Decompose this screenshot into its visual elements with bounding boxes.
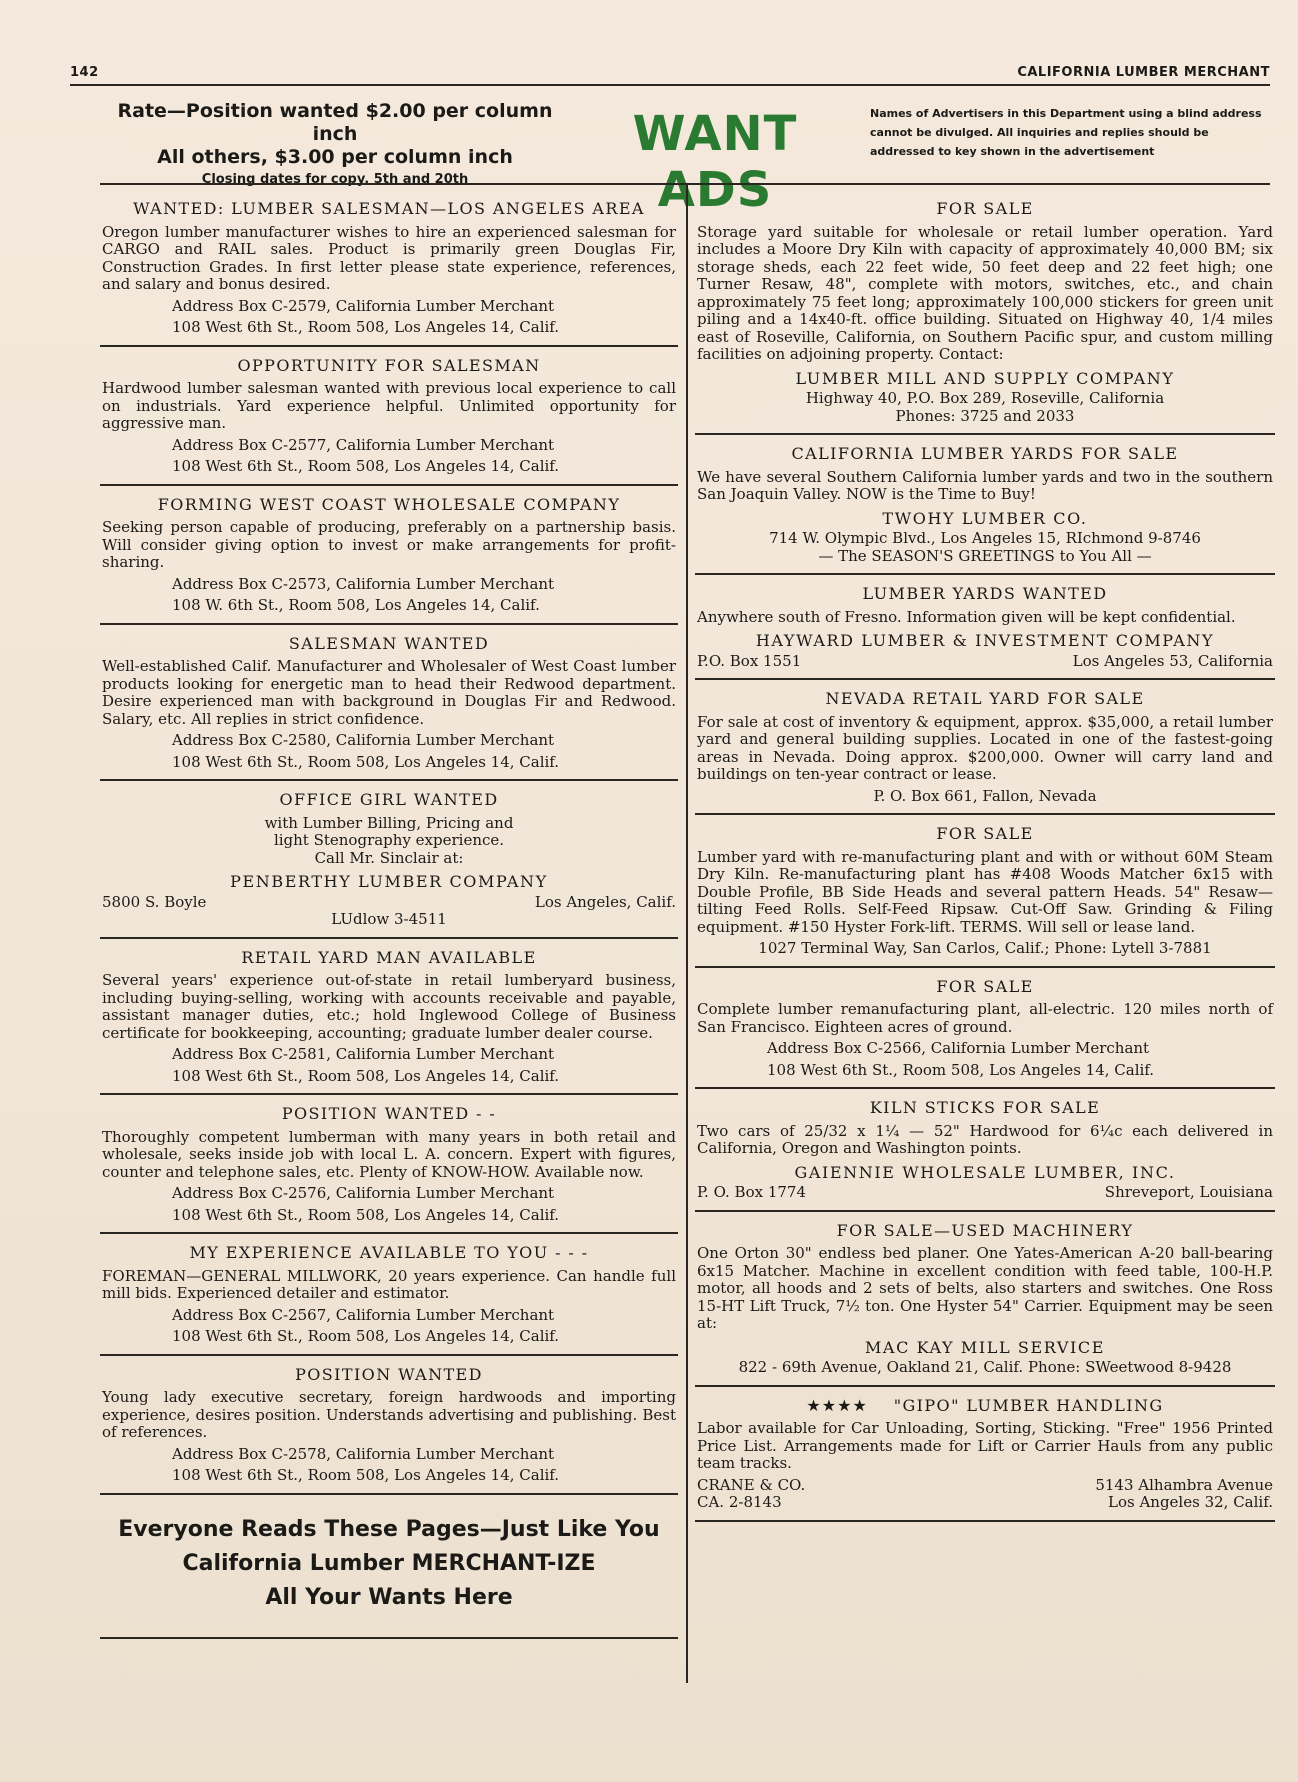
ad-for-sale-all-electric [695, 968, 1275, 1090]
address-row [102, 894, 676, 912]
ad-kiln-sticks [695, 1089, 1275, 1212]
promo-line-1: Everyone Reads These Pages—Just Like You [118, 1516, 660, 1542]
ad-title: MY EXPERIENCE AVAILABLE TO YOU - - - [189, 1243, 589, 1262]
ad-title: FORMING WEST COAST WHOLESALE COMPANY [157, 494, 621, 514]
ad-address-line: Address Box C-2579, California Lumber Merchant [172, 296, 555, 315]
ad-title: POSITION WANTED [295, 1364, 483, 1384]
ad-opportunity-salesman [100, 347, 678, 486]
ad-title: CALIFORNIA LUMBER YARDS FOR SALE [791, 444, 1179, 463]
address: Highway 40, P.O. Box 289, Roseville, California [805, 389, 1165, 407]
star-icons: ★★★★ [806, 1395, 868, 1415]
ad-address-line: 108 West 6th St., Room 508, Los Angeles 14, Calif. [172, 752, 560, 771]
ad-body: Labor available for Car Unloading, Sorting, Sticking. "Free" 1956 Printed Price List. Arrangements made for Lift or Carrier Hauls from any public team tracks. [697, 1419, 1273, 1472]
ad-body: Complete lumber remanufacturing plant, all-electric. 120 miles north of San Francisco. Eighteen acres of ground. [697, 1000, 1273, 1036]
address: 714 W. Olympic Blvd., Los Angeles 15, RIchmond 9-8746 [769, 529, 1201, 547]
ad-for-sale-storage-yard [695, 190, 1275, 435]
ad-title: LUMBER YARDS WANTED [862, 584, 1108, 603]
ad-body: Two cars of 25/32 x 1¼ — 52" Hardwood for 6¼c each delivered in California, Oregon and Washington points. [697, 1121, 1273, 1157]
ad-address-line: Address Box C-2566, California Lumber Merchant [767, 1039, 1150, 1057]
address: 822 - 69th Avenue, Oakland 21, Calif. Phone: SWeetwood 8-9428 [738, 1358, 1232, 1376]
greeting: — The SEASON'S GREETINGS to You All — [818, 546, 1152, 565]
ad-address-line: Address Box C-2567, California Lumber Merchant [172, 1305, 555, 1324]
rate-line-2: All others, $3.00 per column inch [157, 146, 513, 168]
ad-address-line: 108 West 6th St., Room 508, Los Angeles 14, Calif. [172, 1066, 560, 1085]
publication-name: CALIFORNIA LUMBER MERCHANT [1017, 65, 1270, 80]
ad-address-line: Address Box C-2573, California Lumber Merchant [172, 574, 555, 593]
ad-address-line: 108 West 6th St., Room 508, Los Angeles 14, Calif. [172, 1327, 560, 1345]
ad-address-line: Address Box C-2578, California Lumber Merchant [172, 1444, 555, 1463]
ad-body: Storage yard suitable for wholesale or retail lumber operation. Yard includes a Moore Dry Kiln with capacity of approximately 40,000 BM; six storage sheds, each 22 feet wide, 50 feet deep and 22 feet high; one Turner Resaw, 48", complete with motors, switches, etc., and chain approximately 75 feet long; approximately 100,000 stickers for green unit piling and a 14x40-ft. office building. Situated on Highway 40, 1/4 miles east of Roseville, California, on Southern Pacific spur, and custom milling facilities on adjoining property. Contact: [697, 222, 1273, 363]
ad-body: Anywhere south of Fresno. Information given will be kept confidential. [697, 607, 1236, 626]
ad-address-line: Address Box C-2581, California Lumber Merchant [172, 1045, 555, 1063]
ad-body: Several years' experience out-of-state in retail lumberyard business, including buying-selling, working with accounts receivable and payable, assistant manager duties, etc.; hold Inglewood College of Business certificate for bookkeeping, accounting; graduate lumber dealer course. [102, 971, 676, 1042]
ad-address-line: 108 West 6th St., Room 508, Los Angeles 14, Calif. [172, 1205, 560, 1224]
ad-address-line: 108 West 6th St., Room 508, Los Angeles 14, Calif. [172, 318, 560, 336]
advertiser-note: Names of Advertisers in this Department using a blind address cannot be divulged. All inquiries and replies should be addressed to key shown in the advertisement [870, 107, 1262, 158]
masthead-rule [100, 183, 1270, 185]
ad-nevada-yard [695, 680, 1275, 815]
ad-title: KILN STICKS FOR SALE [869, 1098, 1101, 1117]
ad-body: Lumber yard with re-manufacturing plant and with or without 60M Steam Dry Kiln. Re-manufacturing plant has #408 Woods Matcher 6x15 with Double Profile, BB Side Heads and several pattern Heads. 54" Resaw—tilting Feed Rolls. Self-Feed Ripsaw. Cut-Off Saw. Grinding & Filing equipment. #150 Hyster Fork-lift. TERMS. Will sell or lease land. [697, 847, 1273, 936]
ad-line: light Stenography experience. [273, 831, 505, 849]
ad-line: with Lumber Billing, Pricing and [264, 813, 514, 832]
page-header [70, 50, 1270, 86]
ad-title: POSITION WANTED - - [281, 1104, 497, 1123]
left-column [100, 190, 678, 1682]
ad-title: OPPORTUNITY FOR SALESMAN [237, 355, 541, 375]
po-box: P.O. Box 1551 [697, 651, 802, 670]
ad-position-wanted-secretary [100, 1356, 678, 1495]
ad-body: Thoroughly competent lumberman with many years in both retail and wholesale, seeks inside job with local L. A. concern. Expert with figures, counter and telephone sales, etc. Plenty of KNOW-HOW. Available now. [102, 1127, 676, 1181]
closing-dates: Closing dates for copy, 5th and 20th [201, 172, 469, 187]
company-name: GAIENNIE WHOLESALE LUMBER, INC. [794, 1162, 1176, 1182]
phone: LUdlow 3-4511 [331, 910, 447, 928]
company-name: PENBERTHY LUMBER COMPANY [230, 872, 548, 891]
ad-body: One Orton 30" endless bed planer. One Yates-American A-20 ball-bearing 6x15 Matcher. Machine in excellent condition with feed table, 100-H.P. motor, all hoods and 2 sets of belts, also starters and switches. One Ross 15-HT Lift Truck, 7½ ton. One Hyster 54" Carrier. Equipment may be seen at: [697, 1244, 1273, 1332]
ad-title: FOR SALE [936, 199, 1034, 218]
ad-salesman-wanted [100, 625, 678, 782]
company-name: TWOHY LUMBER CO. [882, 508, 1088, 528]
phone: CA. 2-8143 [697, 1493, 782, 1511]
ad-body: Young lady executive secretary, foreign hardwoods and importing experience, desires position. Understands advertising and publishing. Best of references. [102, 1388, 676, 1441]
address-row [697, 1184, 1273, 1202]
ad-california-yards-for-sale [695, 435, 1275, 575]
ad-body: FOREMAN—GENERAL MILLWORK, 20 years experience. Can handle full mill bids. Experienced detailer and estimator. [102, 1266, 676, 1302]
ad-office-girl [100, 781, 678, 939]
ad-title: SALESMAN WANTED [288, 633, 490, 653]
city: Los Angeles, Calif. [534, 892, 676, 911]
ad-title-row [697, 1397, 1273, 1415]
city: Los Angeles 53, California [1072, 651, 1273, 670]
company-name: HAYWARD LUMBER & INVESTMENT COMPANY [755, 631, 1215, 650]
section-title: WANT ADS [632, 106, 798, 218]
phones: Phones: 3725 and 2033 [895, 406, 1075, 425]
ad-body: Oregon lumber manufacturer wishes to hire an experienced salesman for CARGO and RAIL sales. Product is primarily green Douglas Fir, Construction Grades. In first letter please state experience, references, and salary and bonus desired. [102, 222, 676, 293]
ad-address-line: 108 West 6th St., Room 508, Los Angeles 14, Calif. [172, 457, 560, 475]
ad-body: For sale at cost of inventory & equipment, approx. $35,000, a retail lumber yard and general building supplies. Located in one of the fastest-going areas in Nevada. Doing approx. $200,000. Owner will carry land and buildings on ten-year contract or lease. [697, 712, 1273, 783]
ad-body: Seeking person capable of producing, preferably on a partnership basis. Will consider giving option to invest or make arrangements for profit-sharing. [102, 518, 676, 571]
address-row [697, 1494, 1273, 1512]
ad-address-line: Address Box C-2576, California Lumber Merchant [172, 1184, 555, 1202]
ad-body: Hardwood lumber salesman wanted with previous local experience to call on industrials. Yard experience helpful. Unlimited opportunity for aggressive man. [102, 379, 676, 432]
address: 1027 Terminal Way, San Carlos, Calif.; Phone: Lytell 3-7881 [758, 939, 1212, 957]
ad-title: "GIPO" LUMBER HANDLING [893, 1395, 1164, 1415]
rate-line-1: Rate—Position wanted $2.00 per column inch [117, 100, 553, 145]
ad-address-line: Address Box C-2580, California Lumber Merchant [172, 731, 555, 749]
ad-title: RETAIL YARD MAN AVAILABLE [241, 947, 537, 967]
ad-title: FOR SALE—USED MACHINERY [836, 1220, 1134, 1240]
ad-title: OFFICE GIRL WANTED [279, 790, 499, 809]
ad-forming-wholesale [100, 486, 678, 625]
ad-line: Call Mr. Sinclair at: [314, 848, 464, 867]
promo-line-3: All Your Wants Here [265, 1584, 513, 1610]
ad-address-line: Address Box C-2577, California Lumber Merchant [172, 435, 555, 454]
right-column [695, 190, 1275, 1682]
address-row [697, 653, 1273, 671]
company-name: MAC KAY MILL SERVICE [864, 1337, 1106, 1357]
ad-title: FOR SALE [936, 976, 1034, 996]
ad-title: WANTED: LUMBER SALESMAN—LOS ANGELES AREA [133, 199, 645, 218]
ad-position-wanted-lumberman [100, 1095, 678, 1234]
rate-info [100, 100, 570, 187]
ad-used-machinery [695, 1212, 1275, 1387]
ad-address-line: 108 West 6th St., Room 508, Los Angeles 14, Calif. [767, 1060, 1155, 1079]
column-divider [686, 183, 688, 1683]
ad-title: NEVADA RETAIL YARD FOR SALE [825, 689, 1145, 708]
company-name: LUMBER MILL AND SUPPLY COMPANY [795, 368, 1175, 388]
page-number: 142 [70, 65, 99, 80]
ad-for-sale-remanufacturing-plant [695, 815, 1275, 968]
ad-retail-yard-man [100, 939, 678, 1096]
ad-body: We have several Southern California lumber yards and two in the southern San Joaquin Valley. NOW is the Time to Buy! [697, 467, 1273, 503]
company-name: CRANE & CO. [697, 1475, 806, 1494]
po-box: P. O. Box 1774 [697, 1183, 806, 1201]
ad-gipo-lumber-handling [695, 1387, 1275, 1522]
city: Shreveport, Louisiana [1104, 1183, 1273, 1201]
ad-lumber-yards-wanted [695, 575, 1275, 680]
street: 5143 Alhambra Avenue [1095, 1475, 1273, 1494]
street: 5800 S. Boyle [102, 892, 207, 911]
ad-lumber-salesman [100, 190, 678, 347]
ad-address-line: 108 West 6th St., Room 508, Los Angeles 14, Calif. [172, 1466, 560, 1484]
promo-block [100, 1495, 678, 1639]
city: Los Angeles 32, Calif. [1108, 1493, 1273, 1511]
ad-title: FOR SALE [936, 824, 1034, 843]
ad-address-line: 108 W. 6th St., Room 508, Los Angeles 14, Calif. [172, 596, 540, 614]
promo-line-2: California Lumber MERCHANT-IZE [182, 1550, 596, 1576]
address-row [697, 1477, 1273, 1495]
address: P. O. Box 661, Fallon, Nevada [873, 786, 1097, 805]
ad-body: Well-established Calif. Manufacturer and Wholesaler of West Coast lumber products looking for energetic man to head their Redwood department. Desire experienced man with background in Douglas Fir and Redwood. Salary, etc. All replies in strict confidence. [102, 657, 676, 728]
ad-my-experience [100, 1234, 678, 1356]
